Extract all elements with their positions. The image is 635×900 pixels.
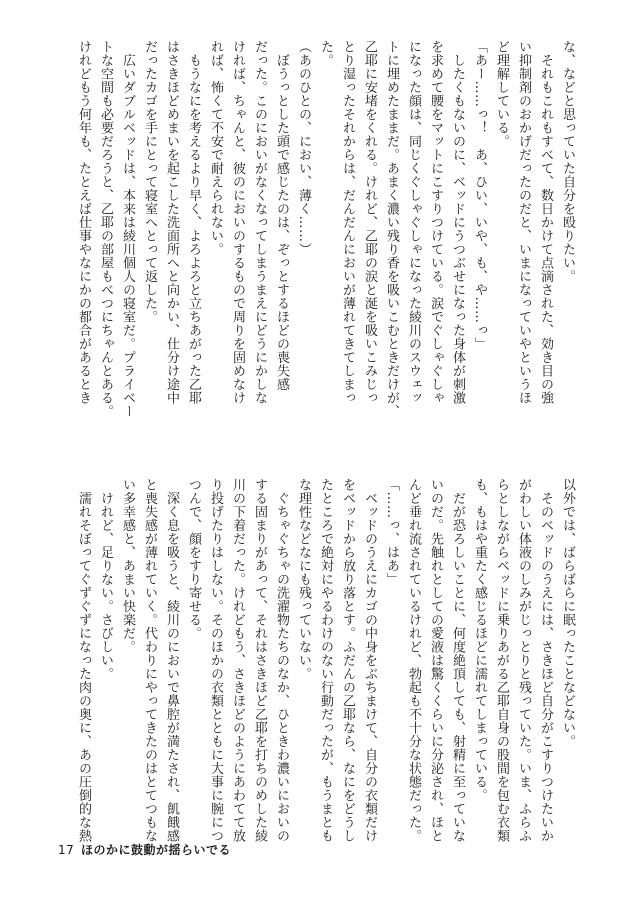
top-text-line: 「あー……っ！ あ、ひい、いや、も、や……っ」 <box>472 40 487 351</box>
top-text-line: だった。このにおいがなくなってしまうまえにどうにかしな <box>252 40 267 405</box>
bottom-text-line: 深く息を吸うと、綾川のにおいで鼻腔が満たされ、飢餓感 <box>164 478 179 843</box>
bottom-text-line: いのだ。先触れとしての愛液は驚くくらいに分泌され、ほと <box>428 478 443 843</box>
top-text-line: したくもないのに、ベッドにうつぶせになった身体が刺激 <box>450 40 465 405</box>
top-text-line: 乙耶に安堵をくれる。けれど、乙耶の涙と涎を吸いこみじっ <box>362 40 377 405</box>
bottom-text-line: そのベッドのうえには、さきほど自分がこすりつけたいか <box>538 478 553 843</box>
bottom-text-line: ベッドのうえにカゴの中身をぶちまけて、自分の衣類だけ <box>362 478 377 843</box>
top-text-line: ど理解している。 <box>494 40 509 148</box>
top-text-line: はさきほどめまいを起こした洗面所へと向かい、仕分け途中 <box>164 40 179 405</box>
bottom-text-line: けれど、足りない。さびしい。 <box>98 478 113 681</box>
bottom-text-line: らとしながらベッドに乗りあがる乙耶自身の股間を包む衣類 <box>494 478 509 843</box>
top-text-line: になった顔は、同じくぐしゃぐしゃになった綾川のスウェッ <box>406 40 421 405</box>
top-text-line: れば、怖くて不安で耐えられない。 <box>208 40 223 256</box>
bottom-text-line: い多幸感と、あまい快楽だ。 <box>120 478 135 654</box>
text-block-bottom <box>72 478 578 883</box>
page-number: 17 <box>58 843 75 857</box>
text-block-top <box>72 40 578 445</box>
top-text-line: （あのひとの、におい、薄く……） <box>296 40 311 256</box>
bottom-text-line: 以外では、ばらばらに眠ったことなどない。 <box>560 478 575 748</box>
top-text-line: もうなにを考えるより早く、よろよろと立ちあがった乙耶 <box>186 40 201 405</box>
bottom-text-line: 濡れそぼってぐずぐずになった肉の奥に、あの圧倒的な熱 <box>76 478 91 843</box>
bottom-text-line: つんで、顔をすり寄せる。 <box>186 478 201 640</box>
top-text-line: た。 <box>318 40 333 67</box>
bottom-text-line: たところで絶対にやるわけのない行動だったが、もうまとも <box>318 478 333 843</box>
bottom-text-line: 「……っ、はあ」 <box>384 478 399 586</box>
bottom-text-line: 川の下着だった。けれどもう、さきほどのようにあわてて放 <box>230 478 245 843</box>
top-text-line: ぼうっとした頭で感じたのは、ぞっとするほどの喪失感 <box>274 40 289 391</box>
bottom-text-line: だが恐ろしいことに、何度絶頂しても、射精に至っていな <box>450 478 465 843</box>
top-text-line: とり湿ったそれからは、だんだんにおいが薄れてきてしまっ <box>340 40 355 405</box>
bottom-text-line: り投げたりはしない。そのほかの衣類とともに大事に腕につ <box>208 478 223 843</box>
bottom-text-line: んど垂れ流されているけれど、勃起も不十分な状態だった。 <box>406 478 421 843</box>
book-title: ほのかに鼓動が揺らいでる <box>80 843 231 857</box>
bottom-text-line: ぐちゃぐちゃの洗濯物たちのなか、ひときわ濃いにおいの <box>274 478 289 843</box>
top-text-line: な、などと思っていた自分を殴りたい。 <box>560 40 575 283</box>
top-text-line: けれどもう何年も、たとえば仕事やなにかの都合があるとき <box>76 40 91 405</box>
top-text-line: ければ、ちゃんと、彼のにおいのするもので周りを固めなけ <box>230 40 245 405</box>
top-text-line: だったカゴを手にとって寝室へとって返した。 <box>142 40 157 324</box>
bottom-text-line: な理性などなにも残っていない。 <box>296 478 311 681</box>
bottom-text-line: をベッドから放り落とす。ふだんの乙耶なら、なにをどうし <box>340 478 355 843</box>
bottom-text-line: がわしい体液のしみがじっとりと残っていた。いま、ふらふ <box>516 478 531 843</box>
bottom-text-line: と喪失感が薄れていく。代わりにやってきたのはとてつもな <box>142 478 157 843</box>
top-text-line: を求めて腰をマットにこすりつけている。涙でぐしゃぐしゃ <box>428 40 443 405</box>
bottom-text-line: する固まりがあって、それはさきほど乙耶を打ちのめした綾 <box>252 478 267 843</box>
top-text-line: い抑制剤のおかげだったのだと、いまになっていやというほ <box>516 40 531 405</box>
top-text-line: それもこれもすべて、数日かけて点滴された、効き目の強 <box>538 40 553 405</box>
top-text-line: トな空間も必要だろうと、乙耶の部屋もべつにちゃんとある。 <box>98 40 113 418</box>
bottom-text-line: も、もはや重たく感じるほどに濡れてしまっている。 <box>472 478 487 802</box>
top-text-line: 広いダブルベッドは、本来は綾川個人の寝室だ。プライベー <box>120 40 135 418</box>
page-footer <box>58 841 231 858</box>
top-text-line: トに埋めたままだ。あまく濃い残り香を吸いこむときだけが、 <box>384 40 399 418</box>
